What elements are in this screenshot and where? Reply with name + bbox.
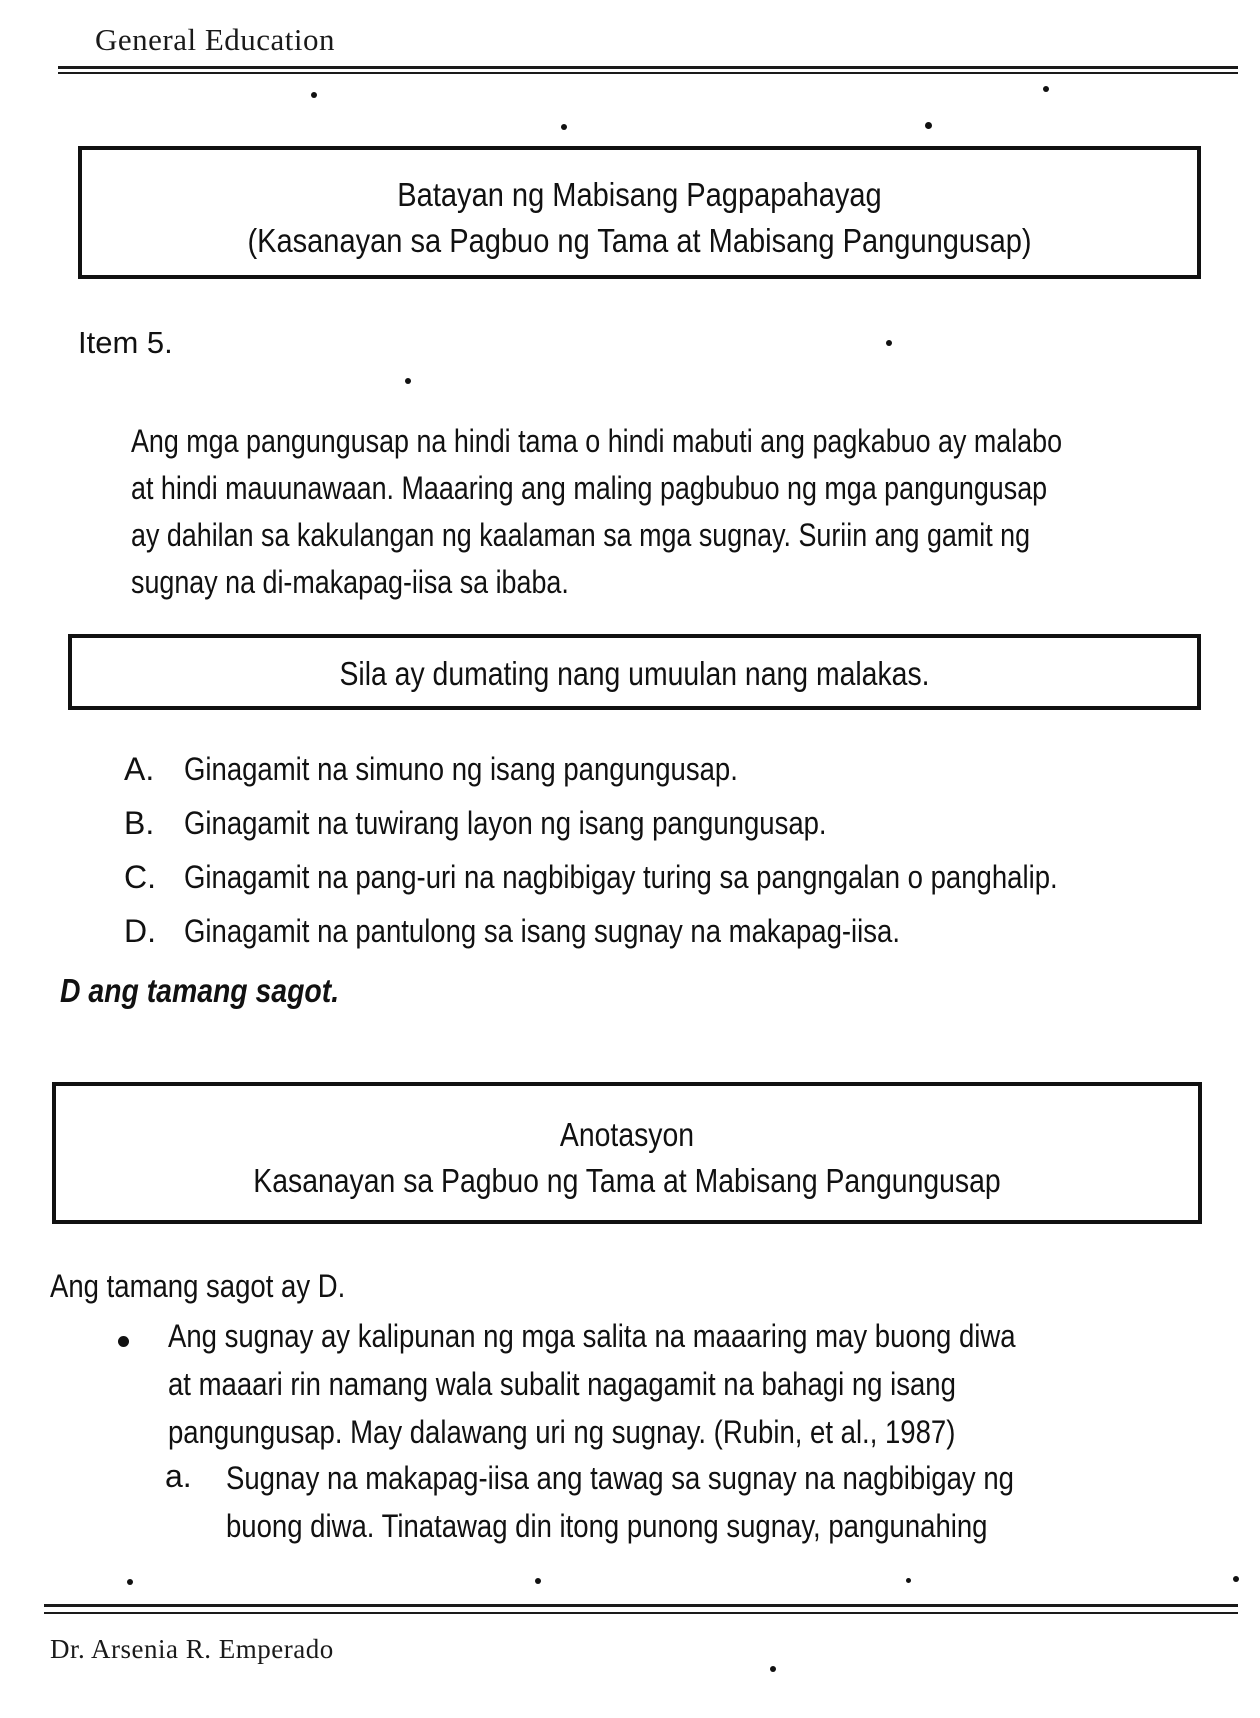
scan-speck [405, 378, 411, 384]
choice-letter: C. [124, 859, 156, 895]
choice-letter: A. [124, 751, 155, 787]
annotation-title: Anotasyon [559, 1116, 695, 1153]
paragraph-line: Ang mga pangungusap na hindi tama o hindi mabuti ang pagkabuo ay malabo [131, 423, 1063, 459]
item-question-paragraph [131, 418, 1203, 606]
scan-speck [311, 92, 317, 98]
example-sentence-box [68, 634, 1201, 710]
sub-item-letter: a. [165, 1458, 192, 1494]
footer-rule-secondary [44, 1612, 1238, 1614]
scan-speck [906, 1578, 911, 1583]
choice-letter: B. [124, 805, 155, 841]
bullet-line: at maaari rin namang wala subalit nagagamit na bahagi ng isang [168, 1366, 956, 1402]
annotation-subtitle: Kasanayan sa Pagbuo ng Tama at Mabisang Pangungusap [253, 1162, 1001, 1199]
annotation-title-box [52, 1082, 1202, 1224]
choice-text: Ginagamit na pang-uri na nagbibigay turing sa pangngalan o panghalip. [184, 859, 1058, 895]
scan-speck [127, 1579, 133, 1585]
scan-speck [1043, 86, 1049, 92]
example-sentence: Sila ay dumating nang umuulan nang malakas. [339, 655, 930, 692]
paragraph-line: ay dahilan sa kakulangan ng kaalaman sa mga sugnay. Suriin ang gamit ng [131, 517, 1031, 553]
choice-text: Ginagamit na simuno ng isang pangungusap. [184, 751, 738, 787]
section-title-box [78, 146, 1201, 279]
annotation-bullet [168, 1312, 1203, 1456]
section-title: Batayan ng Mabisang Pagpapahayag [397, 176, 882, 213]
choice-letter: D. [124, 913, 156, 949]
scan-speck [1233, 1576, 1239, 1582]
footer-author: Dr. Arsenia R. Emperado [50, 1634, 334, 1664]
scan-speck [925, 122, 932, 129]
scan-speck [886, 340, 892, 346]
correct-answer: D ang tamang sagot. [60, 972, 340, 1009]
header-rule [58, 66, 1238, 69]
sub-item-line: Sugnay na makapag-iisa ang tawag sa sugnay na nagbibigay ng [226, 1460, 1014, 1496]
paragraph-line: sugnay na di-makapag-iisa sa ibaba. [131, 564, 569, 600]
choice-text: Ginagamit na pantulong sa isang sugnay na makapag-iisa. [184, 913, 900, 949]
footer-rule [44, 1604, 1238, 1607]
scan-speck [561, 124, 567, 130]
sub-item-line: buong diwa. Tinatawag din itong punong sugnay, pangunahing [226, 1508, 988, 1544]
choice-text: Ginagamit na tuwirang layon ng isang pangungusap. [184, 805, 827, 841]
sub-item-text [226, 1454, 1203, 1550]
bullet-icon [118, 1336, 129, 1347]
bullet-line: Ang sugnay ay kalipunan ng mga salita na maaaring may buong diwa [168, 1318, 1016, 1354]
header-rule-secondary [58, 72, 1238, 74]
section-subtitle: (Kasanayan sa Pagbuo ng Tama at Mabisang Pangungusap) [247, 222, 1032, 259]
page-header-title: General Education [95, 22, 336, 57]
annotation-intro: Ang tamang sagot ay D. [50, 1268, 346, 1304]
paragraph-line: at hindi mauunawaan. Maaaring ang maling pagbubuo ng mga pangungusap [131, 470, 1048, 506]
scan-speck [770, 1666, 776, 1672]
bullet-line: pangungusap. May dalawang uri ng sugnay. (Rubin, et al., 1987) [168, 1414, 956, 1450]
item-number: Item 5. [78, 325, 173, 360]
scan-speck [535, 1578, 541, 1584]
